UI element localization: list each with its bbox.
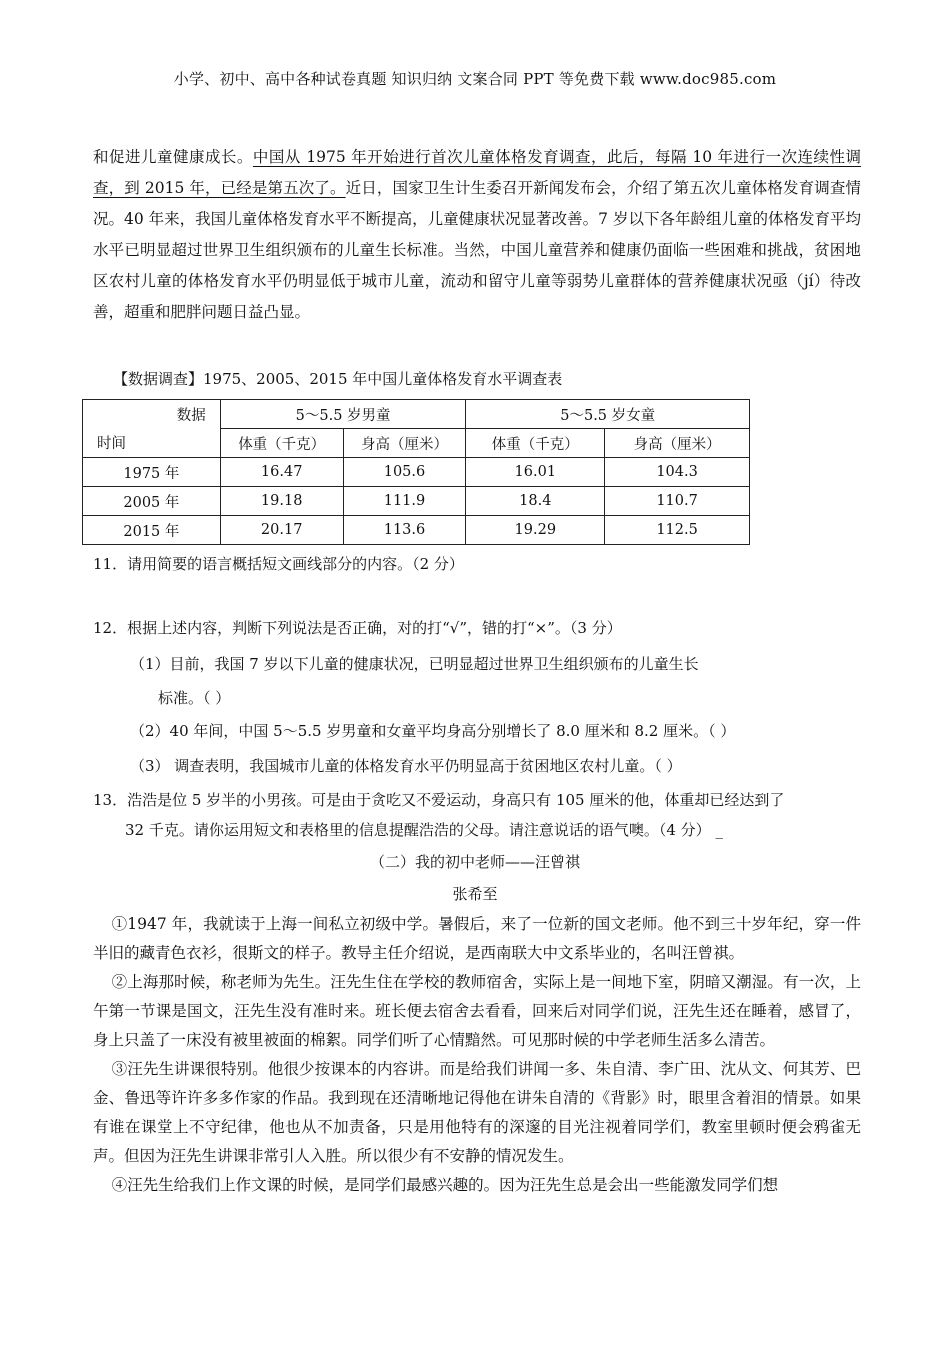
table-row <box>83 458 750 487</box>
corner-data-label: 数据 <box>176 408 206 424</box>
page-header: 小学、初中、高中各种试卷真题 知识归纳 文案合同 PPT 等免费下载 www.doc985.com <box>173 70 777 88</box>
table-label: 【数据调查】1975、2005、2015 年中国儿童体格发育水平调查表 <box>113 370 563 388</box>
intro-rest: 近日，国家卫生计生委召开新闻发布会，介绍了第五次儿童体格发育调查情况。40 年来，我国儿童体格发育水平不断提高，儿童健康状况显著改善。7 岁以下各年龄组儿童的体格发育平均水平已明显超过世界卫生组织颁布的儿童生长标准。当然，中国儿童营养和健康仍面临一些困难和挑战，贫困地区农村儿童的体格发育水平仍明显低于城市儿童，流动和留守儿童等弱势儿童群体的营养健康状况亟（jí）待改善，超重和肥胖问题日益凸显。 <box>93 179 861 321</box>
intro-paragraph <box>93 142 861 328</box>
table-cell: 105.6 <box>343 458 466 487</box>
table-cell: 113.6 <box>343 516 466 545</box>
essay-author: 张希至 <box>452 885 498 903</box>
question-12-item-1-cont: 标准。（ ） <box>158 689 231 707</box>
table-cell: 18.4 <box>466 487 605 516</box>
question-11: 11．请用简要的语言概括短文画线部分的内容。（2 分） <box>93 555 464 573</box>
col-header: 身高（厘米） <box>343 429 466 458</box>
essay-title: （二）我的初中老师——汪曾祺 <box>369 853 580 871</box>
table-cell: 2005 年 <box>83 487 221 516</box>
question-12: 12．根据上述内容，判断下列说法是否正确，对的打“√”，错的打“×”。（3 分） <box>93 619 622 637</box>
table-cell: 112.5 <box>605 516 750 545</box>
question-12-item-1: （1）目前，我国 7 岁以下儿童的健康状况，已明显超过世界卫生组织颁布的儿童生长 <box>130 655 699 673</box>
essay-body <box>93 910 861 1200</box>
essay-paragraph: ②上海那时候，称老师为先生。汪先生住在学校的教师宿舍，实际上是一间地下室，阴暗又潮湿。有一次，上午第一节课是国文，汪先生没有准时来。班长便去宿舍去看看，回来后对同学们说，汪先生还在睡着，感冒了，身上只盖了一床没有被里被面的棉絮。同学们听了心情黯然。可见那时候的中学老师生活多么清苦。 <box>93 973 861 1049</box>
question-12-item-2: （2）40 年间，中国 5～5.5 岁男童和女童平均身高分别增长了 8.0 厘米和 8.2 厘米。（ ） <box>130 722 736 740</box>
question-13-cont: 32 千克。请你运用短文和表格里的信息提醒浩浩的父母。请注意说话的语气噢。（4 分） _ <box>125 821 723 839</box>
corner-time-label: 时间 <box>97 436 126 452</box>
table-corner <box>83 400 221 458</box>
table-row <box>83 516 750 545</box>
table-cell: 110.7 <box>605 487 750 516</box>
essay-paragraph: ①1947 年，我就读于上海一间私立初级中学。暑假后，来了一位新的国文老师。他不到三十岁年纪，穿一件半旧的藏青色衣衫，很斯文的样子。教导主任介绍说，是西南联大中文系毕业的，名叫汪曾祺。 <box>93 915 861 962</box>
table-cell: 19.29 <box>466 516 605 545</box>
intro-underlined: 中国从 1975 年开始进行首次儿童体格发育调查，此后，每隔 10 年进行一次连续性调查，到 2015 年，已经是第五次了。 <box>93 148 861 197</box>
intro-lead: 和促进儿童健康成长。 <box>93 148 253 166</box>
table-cell: 104.3 <box>605 458 750 487</box>
group-header-boys: 5～5.5 岁男童 <box>220 400 466 429</box>
essay-paragraph: ③汪先生讲课很特别。他很少按课本的内容讲。而是给我们讲闻一多、朱自清、李广田、沈从文、何其芳、巴金、鲁迅等许许多多作家的作品。我到现在还清晰地记得他在讲朱自清的《背影》时，眼里含着泪的情景。如果有谁在课堂上不守纪律，他也从不加责备，只是用他特有的深邃的目光注视着同学们，教室里顿时便会鸦雀无声。但因为汪先生讲课非常引人入胜。所以很少有不安静的情况发生。 <box>93 1060 861 1165</box>
table-cell: 16.01 <box>466 458 605 487</box>
table-cell: 19.18 <box>220 487 343 516</box>
table-cell: 20.17 <box>220 516 343 545</box>
col-header: 体重（千克） <box>466 429 605 458</box>
essay-paragraph: ④汪先生给我们上作文课的时候，是同学们最感兴趣的。因为汪先生总是会出一些能激发同学们想 <box>111 1176 779 1194</box>
question-13: 13．浩浩是位 5 岁半的小男孩。可是由于贪吃又不爱运动，身高只有 105 厘米的他，体重却已经达到了 <box>93 791 785 809</box>
table-cell: 1975 年 <box>83 458 221 487</box>
table-cell: 2015 年 <box>83 516 221 545</box>
survey-table <box>82 399 750 545</box>
table-row <box>83 487 750 516</box>
table-cell: 16.47 <box>220 458 343 487</box>
col-header: 体重（千克） <box>220 429 343 458</box>
group-header-girls: 5～5.5 岁女童 <box>466 400 750 429</box>
table-cell: 111.9 <box>343 487 466 516</box>
col-header: 身高（厘米） <box>605 429 750 458</box>
question-12-item-3: （3） 调查表明，我国城市儿童的体格发育水平仍明显高于贫困地区农村儿童。（ ） <box>130 757 682 775</box>
